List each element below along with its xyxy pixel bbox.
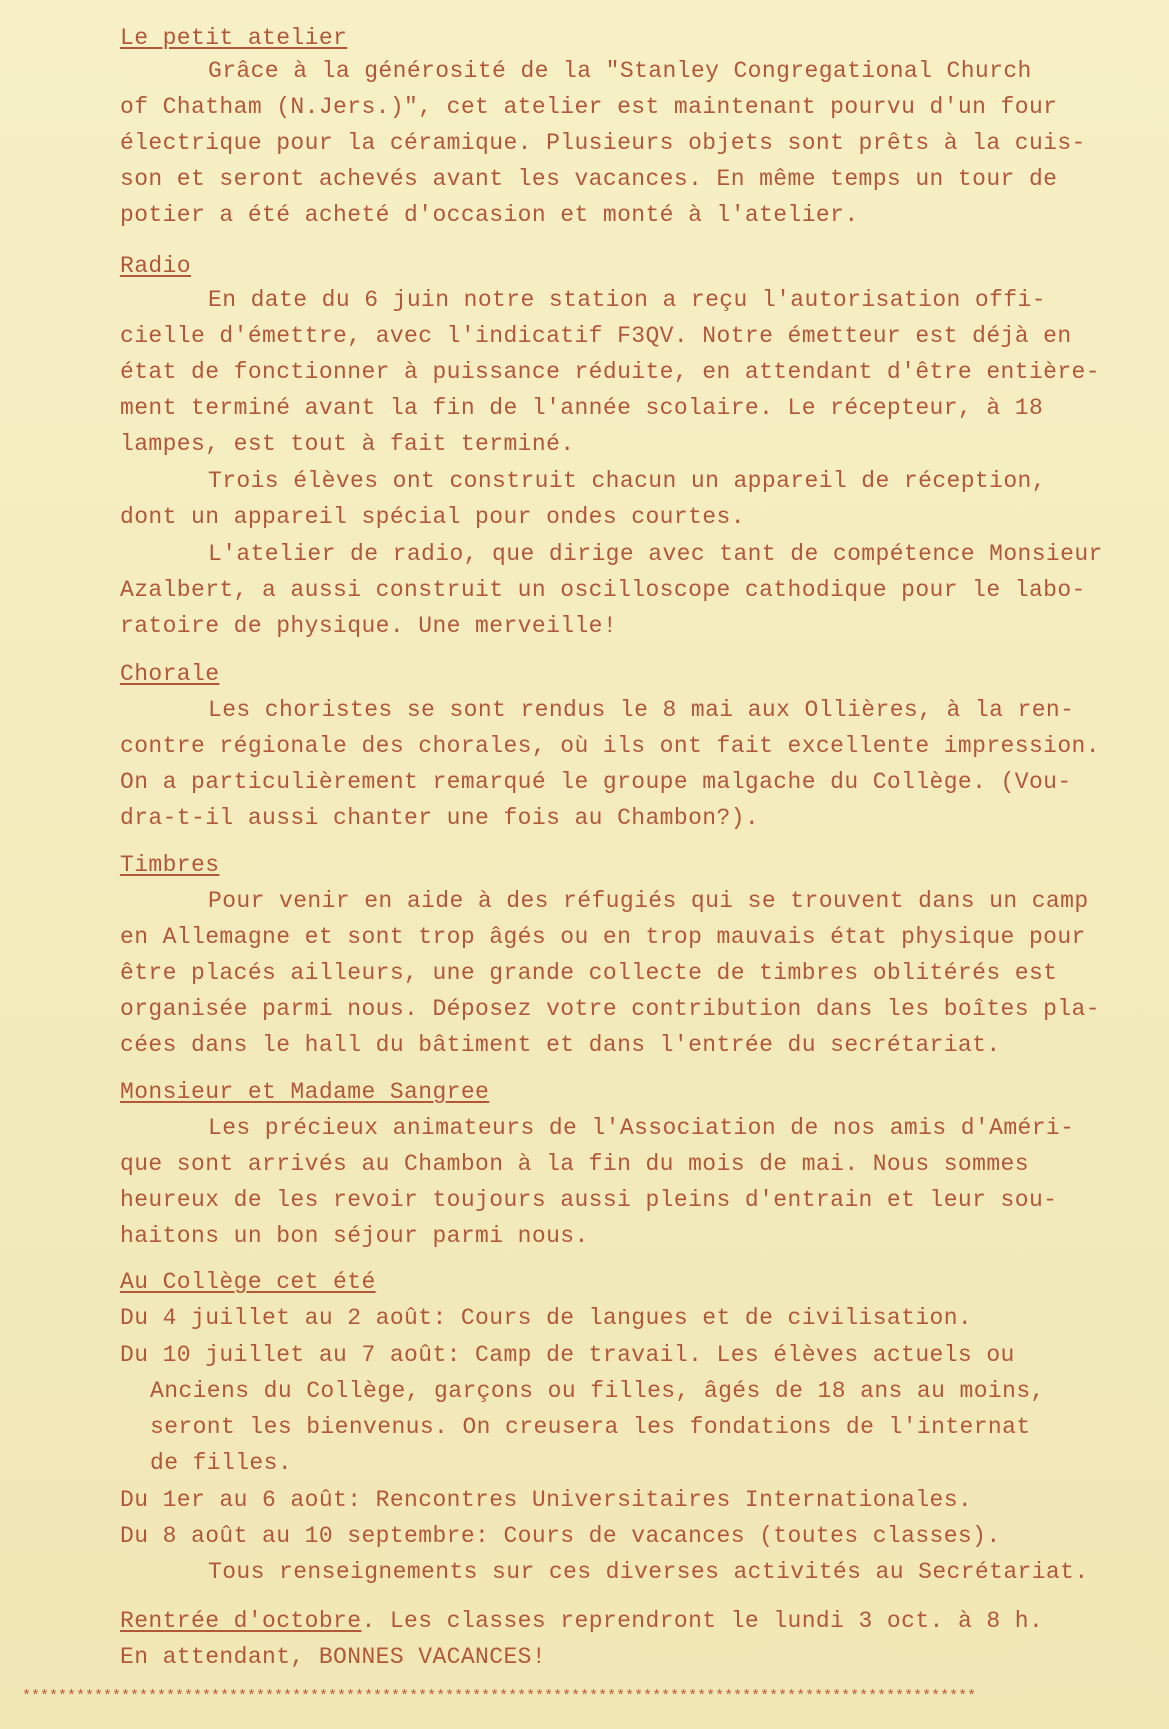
heading-sangree: Monsieur et Madame Sangree	[120, 1079, 490, 1105]
schedule-line: Du 8 août au 10 septembre: Cours de vacances (toutes classes).	[120, 1523, 1001, 1549]
text-line: cées dans le hall du bâtiment et dans l'entrée du secrétariat.	[120, 1032, 1001, 1058]
text-line: son et seront achevés avant les vacances. En même temps un tour de	[120, 166, 1058, 192]
heading-ete: Au Collège cet été	[120, 1269, 376, 1295]
text-line: lampes, est tout à fait terminé.	[120, 431, 575, 457]
rentree-line	[120, 1603, 1043, 1639]
heading-chorale: Chorale	[120, 661, 220, 687]
text-line: of Chatham (N.Jers.)", cet atelier est maintenant pourvu d'un four	[120, 94, 1058, 120]
footer-rule: **********************************************************************************************************	[22, 1688, 977, 1705]
heading-atelier: Le petit atelier	[120, 25, 348, 51]
schedule-line: seront les bienvenus. On creusera les fondations de l'internat	[150, 1414, 1031, 1440]
schedule-line: Du 10 juillet au 7 août: Camp de travail. Les élèves actuels ou	[120, 1342, 1015, 1368]
text-line: heureux de les revoir toujours aussi pleins d'entrain et leur sou-	[120, 1187, 1058, 1213]
text-line: ment terminé avant la fin de l'année scolaire. Le récepteur, à 18	[120, 395, 1044, 421]
rentree-text: . Les classes reprendront le lundi 3 oct. à 8 h.	[361, 1608, 1044, 1634]
text-line: L'atelier de radio, que dirige avec tant de compétence Monsieur	[208, 541, 1103, 567]
text-line: Pour venir en aide à des réfugiés qui se trouvent dans un camp	[208, 888, 1089, 914]
text-line: Les choristes se sont rendus le 8 mai aux Ollières, à la ren-	[208, 697, 1075, 723]
text-line: Azalbert, a aussi construit un oscilloscope cathodique pour le labo-	[120, 577, 1086, 603]
text-line: En date du 6 juin notre station a reçu l'autorisation offi-	[208, 287, 1046, 313]
schedule-line: Tous renseignements sur ces diverses activités au Secrétariat.	[208, 1559, 1089, 1585]
schedule-line: de filles.	[150, 1450, 293, 1476]
text-line: contre régionale des chorales, où ils ont fait excellente impression.	[120, 733, 1100, 759]
text-line: être placés ailleurs, une grande collecte de timbres oblitérés est	[120, 960, 1058, 986]
heading-rentree: Rentrée d'octobre	[120, 1608, 362, 1634]
closing-line: En attendant, BONNES VACANCES!	[120, 1644, 547, 1670]
text-line: Trois élèves ont construit chacun un appareil de réception,	[208, 468, 1046, 494]
schedule-line: Anciens du Collège, garçons ou filles, âgés de 18 ans au moins,	[150, 1378, 1045, 1404]
heading-timbres: Timbres	[120, 852, 220, 878]
text-line: dra-t-il aussi chanter une fois au Chambon?).	[120, 805, 760, 831]
heading-radio: Radio	[120, 253, 192, 279]
text-line: cielle d'émettre, avec l'indicatif F3QV. Notre émetteur est déjà en	[120, 323, 1072, 349]
text-line: dont un appareil spécial pour ondes courtes.	[120, 504, 745, 530]
text-line: organisée parmi nous. Déposez votre contribution dans les boîtes pla-	[120, 996, 1100, 1022]
text-line: que sont arrivés au Chambon à la fin du mois de mai. Nous sommes	[120, 1151, 1029, 1177]
text-line: haitons un bon séjour parmi nous.	[120, 1223, 589, 1249]
text-line: électrique pour la céramique. Plusieurs objets sont prêts à la cuis-	[120, 130, 1086, 156]
text-line: en Allemagne et sont trop âgés ou en trop mauvais état physique pour	[120, 924, 1086, 950]
text-line: ratoire de physique. Une merveille!	[120, 613, 618, 639]
text-line: potier a été acheté d'occasion et monté à l'atelier.	[120, 202, 859, 228]
schedule-line: Du 4 juillet au 2 août: Cours de langues et de civilisation.	[120, 1305, 973, 1331]
text-line: On a particulièrement remarqué le groupe malgache du Collège. (Vou-	[120, 769, 1072, 795]
text-line: état de fonctionner à puissance réduite, en attendant d'être entière-	[120, 359, 1100, 385]
schedule-line: Du 1er au 6 août: Rencontres Universitaires Internationales.	[120, 1487, 973, 1513]
text-line: Les précieux animateurs de l'Association de nos amis d'Améri-	[208, 1115, 1075, 1141]
text-line: Grâce à la générosité de la "Stanley Congregational Church	[208, 58, 1032, 84]
